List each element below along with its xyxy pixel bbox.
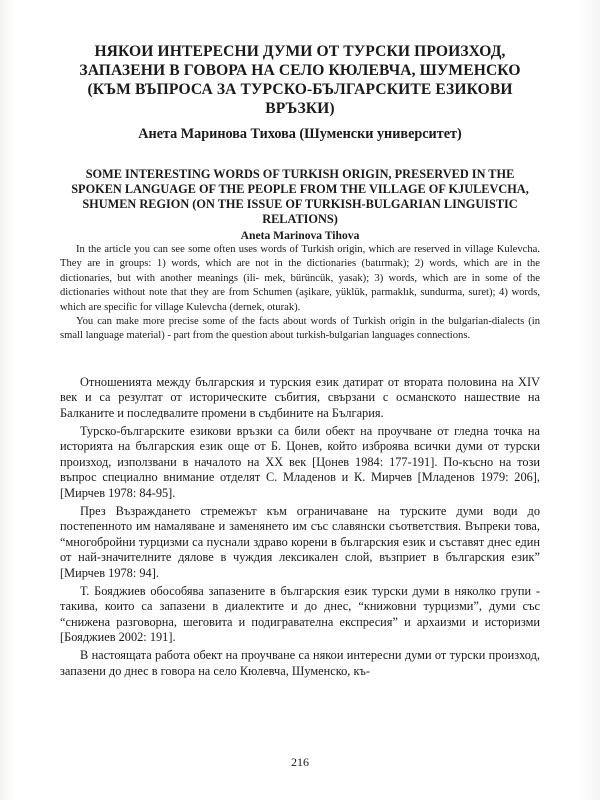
abstract-paragraph: You can make more precise some of the facts about words of Turkish origin in the bulgarian-dialects (in small language material) - part from the question about turkish-bulgarian languages connections. bbox=[60, 316, 540, 342]
body-paragraph: Т. Бояджиев обособява запазените в българския език турски думи в няколко групи - такива, които са запазени в диалектите и до днес, “книжовни турцизми”, думи със “снижена разговорна, шеговита и подигравателна експресия” и архаизми и историзми [Бояджиев 2002: 191]. bbox=[60, 583, 540, 645]
abstract-paragraph: In the article you can see some often uses words of Turkish origin, which are reserved in village Kulevcha. They are in groups: 1) words, which are not in the dictionaries (batırmak); 2) words, which are in the dictionaries, but with another meanings (ili- mek, bürüncük, yasak); 3) words, which are in some of the dictionaries without note that they are from Schumen (aşikare, yüklük, parmaklık, sundurma, suret); 4) words, which are specific for village Kulevcha (dernek, oturak). bbox=[60, 244, 540, 313]
body-paragraph: През Възраждането стремежът към ограничаване на турските думи води до постепенното им намаляване и заменянето им със славянски съответствия. Въпреки това, “многобройни турцизми са пуснали здраво корени в българския език и съставят днес един от най-значителните дялове в чуждия лексикален слой, възприет в българския език” [Мирчев 1978: 94]. bbox=[60, 503, 540, 580]
body-paragraph: В настоящата работа обект на проучване са някои интересни думи от турски произход, запазени до днес в говора на село Кюлевча, Шуменско, къ- bbox=[60, 647, 540, 678]
article-title-english: SOME INTERESTING WORDS OF TURKISH ORIGIN, PRESERVED IN THE SPOKEN LANGUAGE OF THE PEOPLE FROM THE VILLAGE OF KJULEVCHA, SHUMEN REGION (ON THE ISSUE OF TURKISH-BULGARIAN LINGUISTIC RELATIONS) bbox=[71, 167, 529, 226]
author-bulgarian: Анета Маринова Тихова (Шуменски университет) bbox=[138, 126, 462, 142]
body-paragraph: Турско-българските езикови връзки са били обект на проучване от гледна точка на историята на българския език още от Б. Цонев, който изброява всички думи от турски произход, използвани в началото на XX век [Цонев 1984: 177-191]. По-късно на този въпрос специално внимание отделят С. Младенов и К. Мирчев [Младенов 1979: 206], [Мирчев 1978: 84-95]. bbox=[60, 423, 540, 500]
abstract bbox=[60, 243, 540, 344]
article-title-bulgarian: НЯКОИ ИНТЕРЕСНИ ДУМИ ОТ ТУРСКИ ПРОИЗХОД, ЗАПАЗЕНИ В ГОВОРА НА СЕЛО КЮЛЕВЧА, ШУМЕНСКО (КЪМ ВЪПРОСА ЗА ТУРСКО-БЪЛГАРСКИТЕ ЕЗИКОВИ ВРЪЗКИ) bbox=[79, 43, 521, 117]
article-body bbox=[60, 375, 540, 679]
page-number: 216 bbox=[291, 755, 309, 769]
body-paragraph: Отношенията между българския и турския език датират от втората половина на XIV век и са резултат от историческите събития, свързани с османското нашествие на Балканите и последвалите промени в съдбините на България. bbox=[60, 374, 540, 421]
author-english: Aneta Marinova Tihova bbox=[240, 229, 360, 242]
